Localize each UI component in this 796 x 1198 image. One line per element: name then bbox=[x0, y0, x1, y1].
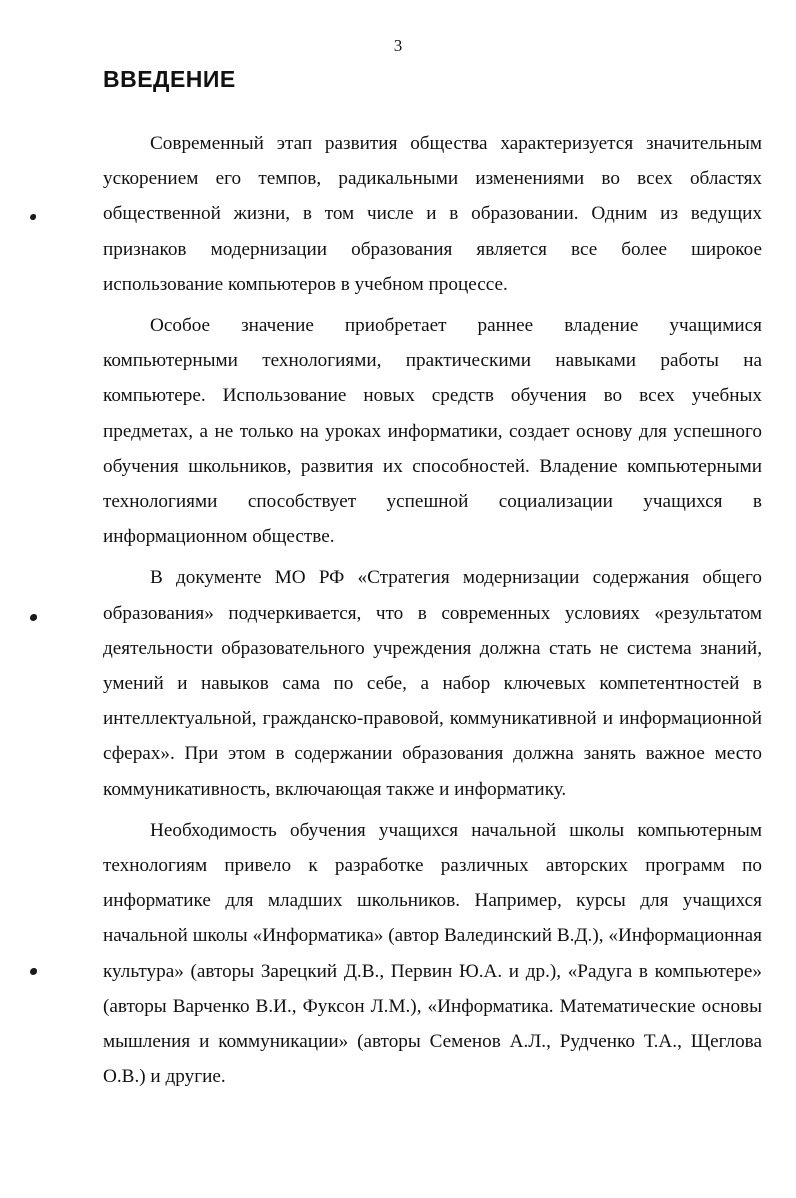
scan-speck bbox=[30, 214, 36, 220]
body-text bbox=[103, 126, 762, 1094]
page-number: 3 bbox=[393, 36, 403, 55]
scan-speck bbox=[30, 614, 37, 621]
scan-speck bbox=[30, 968, 37, 975]
paragraph: Особое значение приобретает раннее владение учащимися компьютерными технологиями, практическими навыками работы на компьютере. Использование новых средств обучения во всех учебных предметах, а не только на уроках информатики, создает основу для успешного обучения школьников, развития их способностей. Владение компьютерными технологиями способствует успешной социализации учащихся в информационном обществе. bbox=[103, 315, 762, 548]
section-heading: ВВЕДЕНИЕ bbox=[103, 66, 236, 92]
paragraph: Современный этап развития общества характеризуется значительным ускорением его темпов, радикальными изменениями во всех областях общественной жизни, в том числе и в образовании. Одним из ведущих признаков модернизации образования является все более широкое использование компьютеров в учебном процессе. bbox=[103, 133, 762, 295]
paragraph: В документе МО РФ «Стратегия модернизации содержания общего образования» подчеркивается, что в современных условиях «результатом деятельности образовательного учреждения должна стать не система знаний, умений и навыков сама по себе, а набор ключевых компетентностей в интеллектуальной, гражданско-правовой, коммуникативной и информационной сферах». При этом в содержании образования должна занять важное место коммуникативность, включающая также и информатику. bbox=[103, 567, 762, 800]
paragraph: Необходимость обучения учащихся начальной школы компьютерным технологиям привело к разработке различных авторских программ по информатике для младших школьников. Например, курсы для учащихся начальной школы «Информатика» (автор Валединский В.Д.), «Информационная культура» (авторы Зарецкий Д.В., Первин Ю.А. и др.), «Радуга в компьютере» (авторы Варченко В.И., Фуксон Л.М.), «Информатика. Математические основы мышления и коммуникации» (авторы Семенов А.Л., Рудченко Т.А., Щеглова О.В.) и другие. bbox=[103, 819, 762, 1088]
